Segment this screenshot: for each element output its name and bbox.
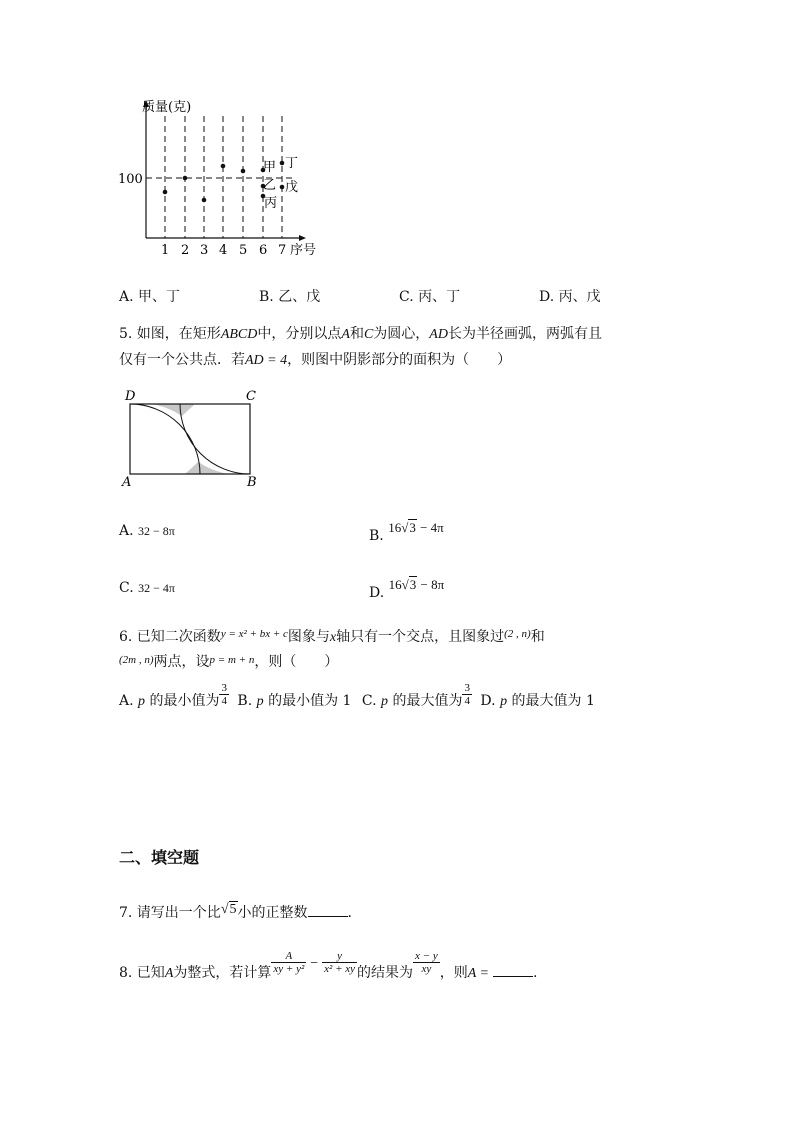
p-var: p [381, 693, 389, 709]
q8-text: ，则 [439, 964, 468, 981]
radicand: 3 [409, 577, 417, 592]
radicand: 3 [409, 520, 416, 535]
q7-answer-blank[interactable] [308, 904, 348, 917]
q6-option-d [480, 693, 594, 709]
frac-den: 4 [221, 695, 227, 707]
q5-point-c: C [363, 327, 374, 342]
option-text: 的最大值为 1 [511, 692, 595, 709]
option-text: 的最小值为 [149, 692, 220, 709]
q5-text: 仅有一个公共点．若 [119, 352, 245, 368]
option-label: A. [119, 523, 134, 539]
q6-options-row [119, 682, 595, 713]
q6-option-a [119, 682, 233, 709]
frac-num: y [322, 950, 357, 963]
frac-den: 4 [464, 695, 470, 707]
q8-a-var: A [164, 965, 174, 981]
x-axis-arrow [299, 235, 306, 241]
label-bing: 丙 [264, 196, 278, 211]
q8-equation: A = [467, 965, 489, 981]
q5-text: 中，分别以点 [257, 326, 342, 342]
rest: − 8π [417, 577, 445, 592]
option-label: D. [480, 692, 496, 709]
q6-text: 两点，设 [153, 654, 210, 670]
section-title: 二、填空题 [119, 848, 200, 867]
q8-text: 8. 已知 [119, 964, 165, 981]
q7-text: . [347, 905, 352, 921]
label-jia: 甲 [263, 160, 277, 175]
label-wu: 戊 [285, 180, 299, 195]
point-1 [163, 190, 168, 195]
q6-function: y = x² + bx + c [220, 628, 288, 640]
radicand: 5 [229, 902, 237, 917]
q5-text: 和 [349, 326, 364, 342]
q8-stem [119, 950, 538, 981]
q6-point-2: (2m , n) [119, 654, 154, 666]
coef: 16 [388, 520, 402, 535]
label-b: B [247, 475, 257, 490]
q6-text: 和 [530, 629, 545, 645]
option-value: 32 − 4π [138, 581, 175, 595]
y-axis-label: 质量(克) [142, 100, 192, 115]
q6-p-definition: p = m + n [209, 654, 255, 666]
sqrt-5: √5 [220, 902, 237, 917]
q8-text: . [532, 964, 538, 981]
frac-num: x − y [415, 950, 438, 962]
x-tick-4: 4 [219, 243, 228, 258]
option-label: C. [361, 692, 377, 709]
fraction-3-4 [219, 682, 229, 707]
p-var: p [256, 693, 264, 709]
q5-segment-ad: AD [429, 327, 448, 342]
label-d: D [125, 389, 136, 404]
label-c: C [246, 389, 256, 404]
q6-text: 轴只有一个交点，且图象过 [336, 629, 505, 645]
x-tick-7: 7 [278, 243, 287, 258]
q7-text: 小的正整数 [237, 905, 308, 921]
q4-scatter-figure [110, 96, 340, 261]
option-text: 的最小值为 1 [268, 692, 352, 709]
q5-text: 为圆心， [373, 326, 430, 342]
q5-stem-line2 [119, 349, 511, 369]
q8-text: 为整式，若计算 [173, 964, 272, 981]
q6-text: 6. 已知二次函数 [119, 629, 221, 645]
q5-rect-name: ABCD [220, 327, 258, 342]
q5-text: 长为半径画弧，两弧有且 [447, 326, 602, 342]
x-tick-3: 3 [200, 243, 209, 258]
q8-answer-blank[interactable] [493, 964, 533, 977]
fraction-3-4 [462, 682, 472, 707]
q5-rectangle-figure [115, 386, 265, 492]
x-tick-6: 6 [259, 243, 268, 258]
q4-option-b: B. 乙、戊 [259, 289, 321, 305]
frac-den: x² + xy [324, 963, 356, 975]
point-4 [221, 164, 226, 169]
point-7-wu [280, 185, 285, 190]
point-7-ding [280, 161, 285, 166]
x-tick-5: 5 [239, 243, 248, 258]
q8-fraction-1 [271, 950, 306, 975]
q8-minus: − [310, 955, 319, 971]
q8-text: 的结果为 [357, 964, 414, 981]
q5-option-d [369, 577, 445, 601]
q6-stem-line1 [119, 626, 545, 646]
option-label: B. [237, 692, 253, 709]
point-2 [183, 176, 188, 181]
frac-num: 3 [221, 682, 227, 694]
q8-fraction-3 [413, 950, 440, 975]
frac-num: 3 [464, 682, 470, 694]
label-a: A [122, 475, 132, 490]
q7-stem [119, 902, 352, 922]
q4-option-d: D. 丙、戊 [539, 289, 601, 305]
q5-option-c [119, 580, 175, 596]
rectangle-abcd [130, 404, 250, 474]
x-tick-1: 1 [161, 243, 170, 258]
label-ding: 丁 [285, 156, 299, 171]
q5-text: ，则图中阴影部分的面积为（ ） [287, 352, 512, 368]
label-yi: 乙 [263, 178, 277, 193]
x-tick-2: 2 [181, 243, 190, 258]
q7-text: 7. 请写出一个比 [119, 905, 221, 921]
q6-x-var: x [329, 630, 337, 645]
q5-option-a [119, 523, 175, 539]
point-5 [241, 169, 246, 174]
y-tick-100: 100 [118, 172, 143, 187]
option-label: A. [119, 692, 134, 709]
option-label: B. [369, 528, 384, 544]
option-label: C. [119, 580, 134, 596]
option-value: 32 − 8π [138, 524, 175, 538]
q5-condition: AD = 4 [245, 353, 288, 368]
q5-option-b [369, 520, 444, 544]
frac-den: xy + y² [273, 963, 305, 975]
x-axis-label: 序号 [290, 243, 317, 258]
q8-fraction-2 [322, 950, 357, 975]
q5-point-a: A [341, 327, 350, 342]
shaded-region-bottom [185, 462, 250, 475]
option-value: 16√3 − 8π [388, 577, 445, 592]
option-value: 16√3 − 4π [388, 520, 444, 535]
frac-den: xy [421, 963, 432, 975]
p-var: p [500, 693, 508, 709]
q6-text: ，则（ ） [254, 654, 339, 670]
q4-option-a: A. 甲、丁 [119, 289, 181, 305]
shaded-region-top [130, 403, 195, 416]
p-var: p [138, 693, 146, 709]
rest: − 4π [416, 520, 444, 535]
q6-point-1: (2 , n) [504, 628, 531, 640]
point-3 [202, 198, 207, 203]
coef: 16 [388, 577, 402, 592]
q5-text: 5. 如图，在矩形 [119, 326, 221, 342]
q5-stem-line1 [119, 323, 602, 343]
option-label: D. [369, 585, 385, 601]
q6-text: 图象与 [287, 629, 330, 645]
q6-option-c [361, 682, 477, 709]
q6-stem-line2 [119, 651, 338, 671]
frac-num: A [271, 950, 306, 963]
q4-option-c: C. 丙、丁 [399, 289, 461, 305]
q6-option-b [237, 693, 355, 709]
option-text: 的最大值为 [392, 692, 463, 709]
